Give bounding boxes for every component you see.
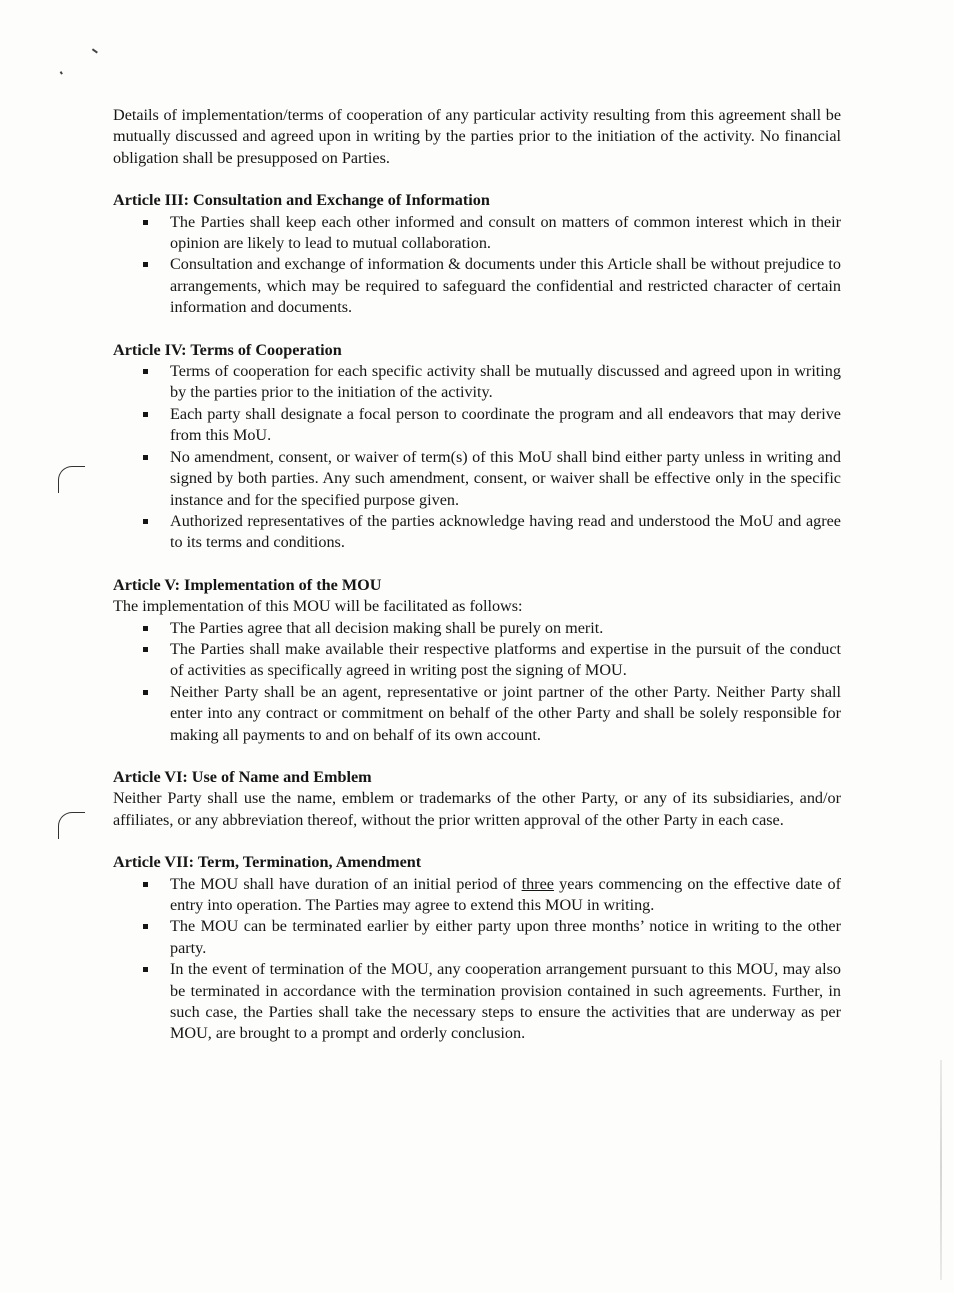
item-text: The MOU shall have duration of an initial period of bbox=[170, 874, 522, 893]
item-text: years commencing on the effective date of entry into operation. The Parties may agree to extend this MOU in writing. bbox=[170, 874, 841, 914]
article-3-heading: Article III: Consultation and Exchange of Information bbox=[113, 191, 490, 210]
intro-paragraph: Details of implementation/terms of cooperation of any particular activity resulting from this agreement shall be mutually discussed and agreed upon in writing by the parties prior to the initiation of the activity. No financial obligation shall be presupposed on Parties. bbox=[113, 106, 841, 167]
article-7-heading: Article VII: Term, Termination, Amendment bbox=[113, 853, 422, 872]
list-item: The MOU can be terminated earlier by either party upon three months’ notice in writing to the other party. bbox=[113, 916, 841, 959]
punch-hole-mark bbox=[58, 466, 85, 493]
list-item: The Parties shall make available their respective platforms and expertise in the pursuit of the conduct of activities as specifically agreed in writing post the signing of MOU. bbox=[113, 639, 841, 682]
list-item: Neither Party shall be an agent, representative or joint partner of the other Party. Neither Party shall enter into any contract or commitment on behalf of the other Party and shall be solely responsible for making all payments to and on behalf of its own account. bbox=[113, 682, 841, 746]
list-item: In the event of termination of the MOU, any cooperation arrangement pursuant to this MOU, may also be terminated in accordance with the termination provision contained in such agreements. Further, in such case, the Parties shall take the necessary steps to ensure the activities that are underway as per MOU, are brought to a prompt and orderly conclusion. bbox=[113, 959, 841, 1045]
list-item: No amendment, consent, or waiver of term(s) of this MoU shall bind either party unless in writing and signed by both parties. Any such amendment, consent, or waiver shall be effective only in the specific instance and for the specified purpose given. bbox=[113, 447, 841, 511]
article-6 bbox=[113, 767, 841, 831]
scan-mark bbox=[60, 71, 63, 74]
list-item: The Parties shall keep each other informed and consult on matters of common interest which in their opinion are likely to lead to mutual collaboration. bbox=[113, 212, 841, 255]
list-item: Consultation and exchange of information & documents under this Article shall be without prejudice to arrangements, which may be required to safeguard the confidential and restricted character of certain information and documents. bbox=[113, 254, 841, 318]
list-item: The Parties agree that all decision making shall be purely on merit. bbox=[113, 618, 841, 639]
article-6-heading: Article VI: Use of Name and Emblem bbox=[113, 767, 372, 786]
list-item: Each party shall designate a focal person to coordinate the program and all endeavors that may derive from this MoU. bbox=[113, 404, 841, 447]
punch-hole-mark bbox=[58, 812, 85, 839]
article-5-list bbox=[113, 618, 841, 746]
article-3 bbox=[113, 190, 841, 318]
list-item: Terms of cooperation for each specific activity shall be mutually discussed and agreed upon in writing by the parties prior to the initiation of the activity. bbox=[113, 361, 841, 404]
article-4 bbox=[113, 340, 841, 554]
article-4-list bbox=[113, 361, 841, 554]
document-page bbox=[113, 105, 841, 1066]
list-item bbox=[113, 874, 841, 917]
article-5 bbox=[113, 575, 841, 746]
article-4-heading: Article IV: Terms of Cooperation bbox=[113, 340, 342, 359]
scan-mark bbox=[92, 48, 98, 53]
underlined-term: three bbox=[521, 874, 554, 893]
article-5-heading: Article V: Implementation of the MOU bbox=[113, 575, 382, 594]
page-edge-shadow bbox=[940, 1060, 942, 1280]
article-7-list bbox=[113, 874, 841, 1045]
list-item: Authorized representatives of the parties acknowledge having read and understood the MoU and agree to its terms and conditions. bbox=[113, 511, 841, 554]
article-5-lead: The implementation of this MOU will be facilitated as follows: bbox=[113, 597, 523, 616]
article-7 bbox=[113, 852, 841, 1045]
article-6-body: Neither Party shall use the name, emblem or trademarks of the other Party, or any of its subsidiaries, and/or affiliates, or any abbreviation thereof, without the prior written approval of the other Party in each case. bbox=[113, 789, 841, 829]
article-3-list bbox=[113, 212, 841, 319]
